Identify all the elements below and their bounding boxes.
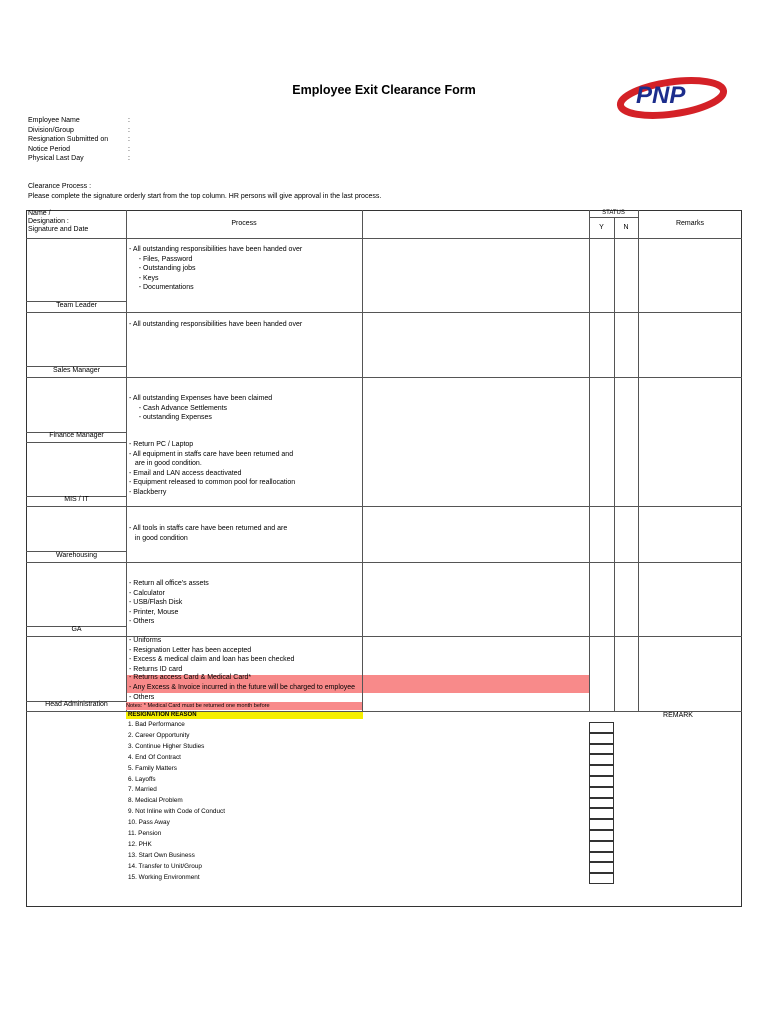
divider	[26, 312, 742, 313]
division-row	[28, 126, 130, 136]
process-column-header: Process	[231, 220, 257, 227]
divider	[26, 562, 742, 563]
field-separator: :	[128, 136, 130, 144]
resignation-reason-header: RESIGNATION REASON	[128, 712, 197, 718]
reason-item: 10. Pass Away	[128, 819, 170, 827]
header-line: Designation :	[28, 218, 69, 225]
process-warehousing: - All tools in staffs care have been returned and are in good condition	[129, 525, 288, 542]
reason-item: 15. Working Environment	[128, 873, 200, 881]
status-y-header: Y	[599, 224, 604, 231]
status-n-header: N	[623, 224, 629, 231]
resignation-date-row	[28, 135, 130, 145]
role-ga: GA	[71, 626, 82, 633]
reason-checkbox[interactable]	[589, 765, 614, 776]
field-label: Physical Last Day	[28, 155, 84, 163]
role-head-administration: Head Administration	[45, 701, 108, 708]
process-instruction: Please complete the signature orderly start from the top column. HR persons will give approval in the last process.	[28, 193, 382, 200]
role-finance-manager: Finance Manager	[49, 432, 104, 439]
process-finance-manager: - All outstanding Expenses have been claimed - Cash Advance Settlements - outstanding Expenses	[129, 395, 273, 422]
form-title: Employee Exit Clearance Form	[292, 83, 476, 97]
reason-item: 4. End Of Contract	[128, 753, 181, 761]
reason-item: 2. Career Opportunity	[128, 731, 190, 739]
role-mis-it: MIS / IT	[64, 496, 89, 503]
reason-checkbox[interactable]	[589, 830, 614, 841]
reason-checkbox[interactable]	[589, 787, 614, 798]
field-separator: :	[128, 145, 130, 153]
notes-line: Notes: * Medical Card must be returned one month before	[126, 702, 362, 710]
status-header: STATUS	[602, 210, 625, 216]
reason-item: 3. Continue Higher Studies	[128, 742, 205, 750]
reason-item: 12. PHK	[128, 840, 152, 848]
reason-checkbox[interactable]	[589, 862, 614, 873]
reason-item: 7. Married	[128, 786, 157, 794]
process-ga: - Return all office's assets - Calculator - USB/Flash Disk - Printer, Mouse - Others	[129, 580, 209, 626]
reason-checkbox[interactable]	[589, 819, 614, 830]
field-label: Notice Period	[28, 145, 71, 153]
divider	[26, 377, 742, 378]
divider	[26, 238, 742, 239]
notice-period-row	[28, 145, 130, 155]
role-sales-manager: Sales Manager	[52, 367, 101, 374]
process-mis-it: - Return PC / Laptop - All equipment in staffs care have been returned and are in good condition. - Email and LAN access deactivated - Equipment released to common pool for reallocation - Blackberry	[129, 441, 296, 496]
divider	[26, 442, 126, 443]
employee-name-row	[28, 116, 130, 126]
field-label: Resignation Submitted on	[28, 136, 109, 144]
reason-checkbox[interactable]	[589, 841, 614, 852]
field-separator: :	[128, 117, 130, 124]
reason-item: 11. Pension	[128, 830, 162, 838]
reason-item: 8. Medical Problem	[128, 797, 183, 805]
process-team-leader: - All outstanding responsibilities have been handed over - Files, Password - Outstanding jobs - Keys - Documentations	[129, 246, 303, 292]
reason-checkbox[interactable]	[589, 754, 614, 765]
name-column-header	[28, 210, 88, 234]
resignation-reasons-list	[128, 720, 225, 884]
reason-checkbox[interactable]	[589, 776, 614, 787]
reason-checkbox[interactable]	[589, 744, 614, 755]
reason-checkbox[interactable]	[589, 873, 614, 884]
reason-item: 5. Family Matters	[128, 764, 178, 772]
reason-checkbox[interactable]	[589, 798, 614, 809]
highlight-line: - Any Excess & Invoice incurred in the future will be charged to employee	[129, 684, 356, 691]
field-label: Employee Name	[28, 117, 80, 124]
role-warehousing: Warehousing	[56, 552, 97, 559]
divider	[589, 217, 638, 218]
reason-checkbox[interactable]	[589, 733, 614, 744]
role-team-leader: Team Leader	[56, 302, 97, 309]
reason-checkbox[interactable]	[589, 808, 614, 819]
process-sales-manager: - All outstanding responsibilities have been handed over	[129, 321, 303, 328]
svg-text:PNP: PNP	[636, 82, 686, 109]
field-label: Division/Group	[28, 126, 74, 134]
reason-item: 9. Not Inline with Code of Conduct	[128, 808, 225, 816]
reason-item: 13. Start Own Business	[128, 851, 195, 859]
highlight-line: - Returns access Card & Medical Card*	[129, 674, 252, 681]
pnp-logo	[614, 73, 730, 119]
field-separator: :	[128, 155, 130, 163]
remarks-column-header: Remarks	[675, 220, 704, 227]
reason-item: 6. Layoffs	[128, 775, 156, 783]
clearance-process-info	[28, 182, 381, 202]
reason-checkbox[interactable]	[589, 722, 614, 733]
reason-checkbox[interactable]	[589, 852, 614, 863]
others-line: - Others	[129, 694, 155, 701]
reason-item: 1. Bad Performance	[128, 721, 185, 728]
employee-info	[28, 116, 130, 164]
divider	[26, 506, 742, 507]
header-line: Signature and Date	[28, 226, 89, 233]
reason-item: 14. Transfer to Unit/Group	[128, 862, 202, 870]
header-line: Name /	[28, 210, 51, 217]
field-separator: :	[128, 126, 130, 134]
process-title: Clearance Process :	[28, 183, 92, 190]
process-head-administration: - Uniforms - Resignation Letter has been accepted - Excess & medical claim and loan has been checked - Returns ID card	[129, 637, 295, 673]
remark-header: REMARK	[663, 712, 693, 719]
last-day-row	[28, 154, 130, 164]
